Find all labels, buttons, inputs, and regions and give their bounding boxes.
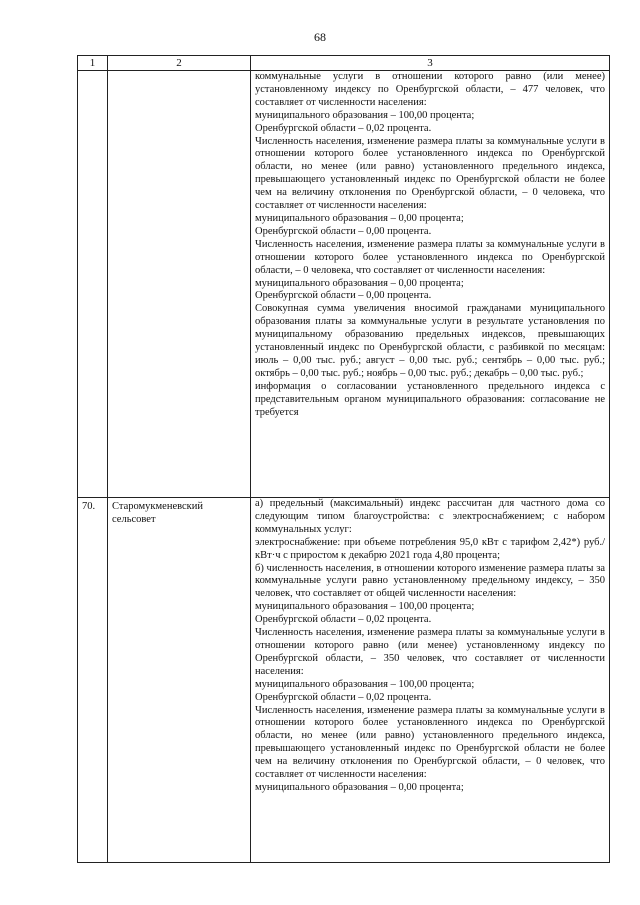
paragraph: Оренбургской области – 0,02 процента. xyxy=(255,614,432,626)
column-header-2: 2 xyxy=(108,56,251,71)
paragraph: б) численность населения, в отношении которого изменение размера платы за коммунальные услуги равно установленному предельному индексу, – 350 человек, что составляет от общей численности населения: xyxy=(255,562,605,600)
paragraph: Численность населения, изменение размера платы за коммунальные услуги в отношении которого равно (или менее) установленному индексу по Оренбургской области, – 350 человек, что составляет от численности населения: xyxy=(255,627,605,677)
paragraph: муниципального образования – 100,00 процента; xyxy=(255,601,475,613)
row-content xyxy=(251,498,610,863)
paragraph: Оренбургской области – 0,00 процента. xyxy=(255,225,432,237)
regulation-table xyxy=(77,55,610,863)
paragraph: муниципального образования – 0,00 процента; xyxy=(255,212,464,224)
row-content xyxy=(251,71,610,498)
table-row xyxy=(78,71,610,498)
municipality-name xyxy=(108,71,251,498)
paragraph: Оренбургской области – 0,02 процента. xyxy=(255,122,432,134)
paragraph: коммунальные услуги в отношении которого равно (или менее) установленному индексу по Оренбургской области, – 477 человек, что составляет от численности населения: xyxy=(255,71,605,108)
municipality-name: Старомукменевский сельсовет xyxy=(108,498,251,863)
paragraph: Оренбургской области – 0,02 процента. xyxy=(255,691,432,703)
paragraph: муниципального образования – 100,00 процента; xyxy=(255,678,475,690)
paragraph: муниципального образования – 0,00 процента; xyxy=(255,277,464,289)
paragraph: Численность населения, изменение размера платы за коммунальные услуги в отношении которого более установленного индекса по Оренбургской области, но менее (или равно) установленного предельного индекса, превышающего установленный индекс по Оренбургской области не более чем на величину отклонения по Оренбургской области, – 0 человека, что составляет от численности населения: xyxy=(255,135,605,212)
paragraph: а) предельный (максимальный) индекс рассчитан для частного дома со следующим типом благоустройства: с электроснабжением; с набором коммунальных услуг: xyxy=(255,498,605,535)
page-number: 68 xyxy=(314,30,326,44)
column-header-1: 1 xyxy=(78,56,108,71)
column-header-3: 3 xyxy=(251,56,610,71)
table-header-row xyxy=(78,56,610,71)
row-number: 70. xyxy=(78,498,108,863)
paragraph: муниципального образования – 100,00 процента; xyxy=(255,109,475,121)
paragraph: Численность населения, изменение размера платы за коммунальные услуги в отношении которого более установленного индекса по Оренбургской области, но менее (или равно) установленного предельного индекса, превышающего установленный индекс по Оренбургской области не более чем на величину отклонения по Оренбургской области, – 0 человек, что составляет от численности населения: xyxy=(255,704,605,781)
paragraph: муниципального образования – 0,00 процента; xyxy=(255,781,464,793)
paragraph: Оренбургской области – 0,00 процента. xyxy=(255,290,432,302)
paragraph: Численность населения, изменение размера платы за коммунальные услуги в отношении которого более установленного индекса по Оренбургской области, – 0 человека, что составляет от численности населения: xyxy=(255,238,605,276)
paragraph: электроснабжение: при объеме потребления 95,0 кВт с тарифом 2,42*) руб./кВт·ч с приростом к декабрю 2021 года 4,80 процента; xyxy=(255,536,605,561)
row-number xyxy=(78,71,108,498)
paragraph: информация о согласовании установленного предельного индекса с представительным органом муниципального образования: согласование не требуется xyxy=(255,380,605,418)
paragraph: Совокупная сумма увеличения вносимой гражданами муниципального образования платы за коммунальные услуги в результате установления по муниципальному образованию предельных индексов, превышающих установленный индекс по Оренбургской области, с разбивкой по месяцам: июль – 0,00 тыс. руб.; август – 0,00 тыс. руб.; сентябрь – 0,00 тыс. руб.; октябрь – 0,00 тыс. руб.; ноябрь – 0,00 тыс. руб.; декабрь – 0,00 тыс. руб.; xyxy=(255,303,605,379)
table-row xyxy=(78,498,610,863)
